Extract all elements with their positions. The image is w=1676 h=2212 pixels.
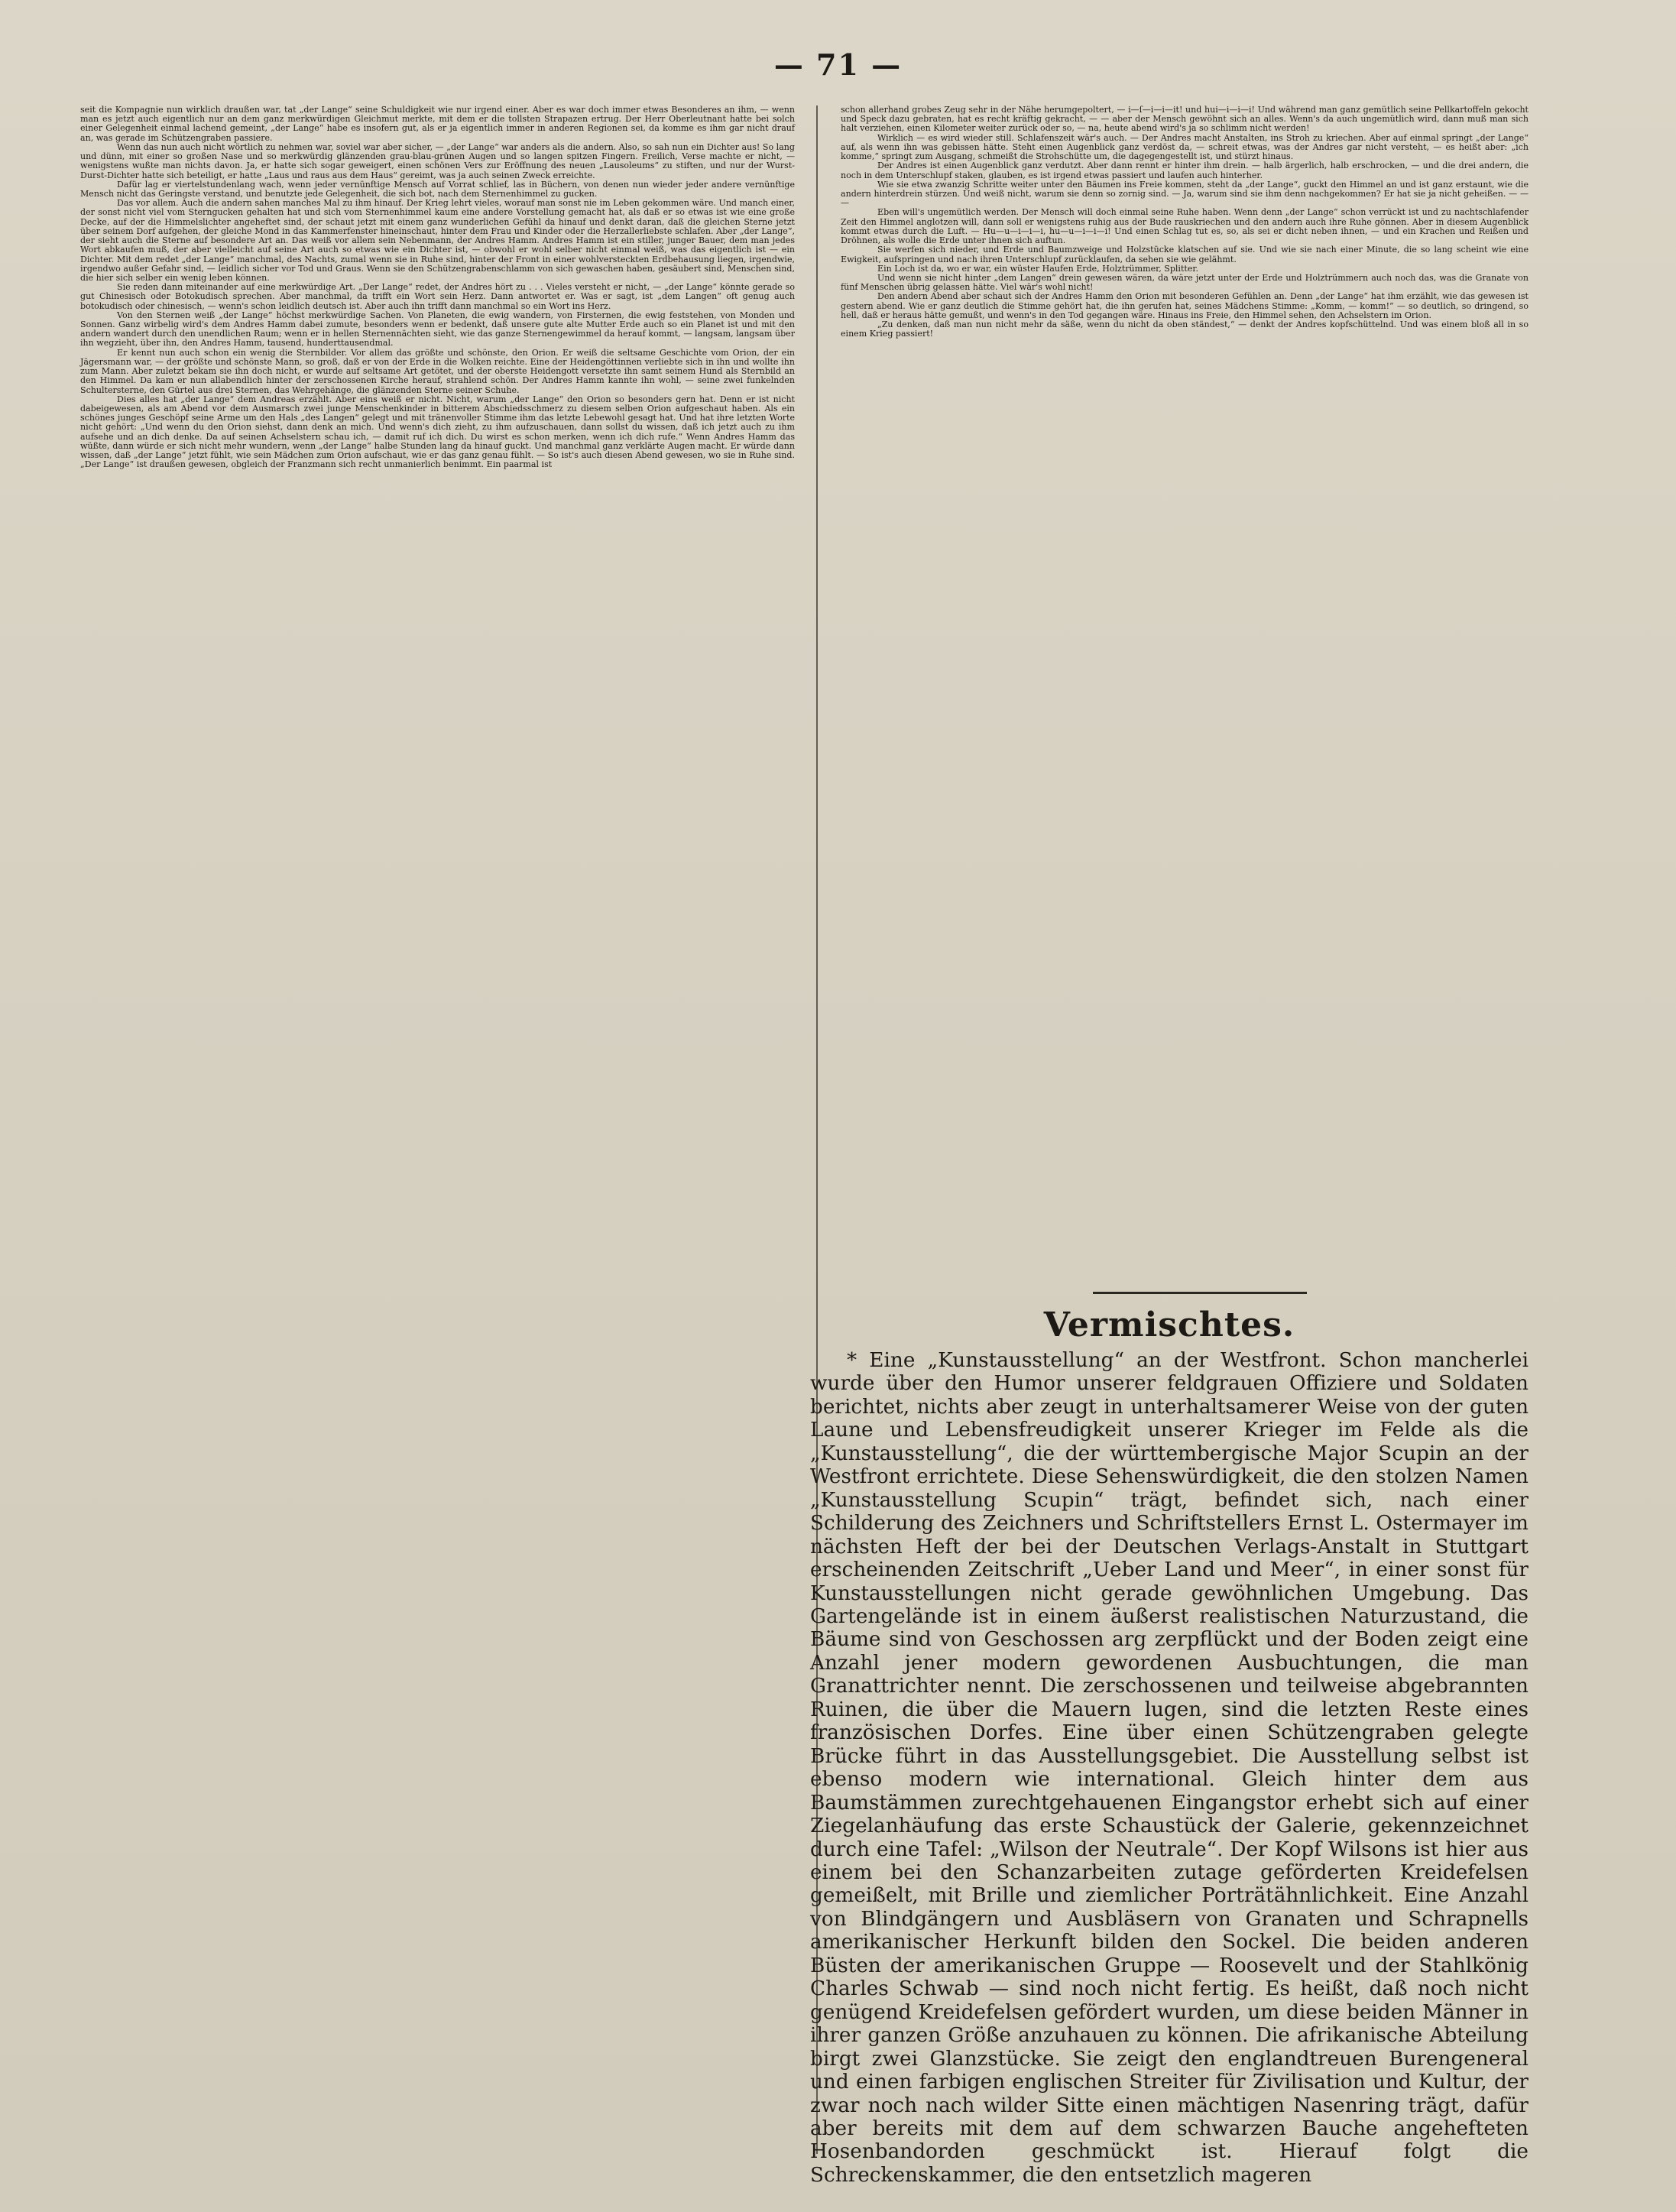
paragraph: Wirklich — es wird wieder still. Schlafenszeit wär's auch. — Der Andres macht Anstalten, ins Stroh zu kriechen. Aber auf einmal springt „der Lange“ auf, als wenn ihn was gebissen hätte. Steht einen Augenblick ganz verdöst da, — schreit etwas, was der Andres gar nicht versteht, — es heißt aber: „ich komme,“ springt zum Ausgang, schmeißt die Strohschütte um, die dagegengestellt ist, und stürzt hinaus. (841, 132, 1528, 162)
paragraph: Den andern Abend aber schaut sich der Andres Hamm den Orion mit besonderen Gefühlen an. Denn „der Lange“ hat ihm erzählt, wie das gewesen ist gestern abend. Wie er ganz deutlich die Stimme gehört hat, die ihn gerufen hat, seines Mädchens Stimme: „Komm, — komm!“ — so deutlich, so dringend, so hell, daß er heraus hätte gemußt, und wenn's in den Tod gegangen wäre. Hinaus ins Freie, den Himmel sehen, den Achselstern im Orion. (841, 291, 1528, 320)
paragraph: Wenn das nun auch nicht wörtlich zu nehmen war, soviel war aber sicher, — „der Lange“ war anders als die andern. Also, so sah nun ein Dichter aus! So lang und dünn, mit einer so großen Nase und so merkwürdig glänzenden grau-blau-grünen Augen und so langen spitzen Fingern. Freilich, Verse machte er nicht, — wenigstens wußte man nichts davon. Ja, er hatte sich sogar geweigert, einen schönen Vers zur Eröffnung des neuen „Lausoleums“ zu stiften, und nur der Wurst-Durst-Dichter hatte sich beteiligt, er hatte „Laus und raus aus dem Haus“ gereimt, was ja auch seinen Zweck erreichte. (80, 141, 795, 180)
paragraph: seit die Kompagnie nun wirklich draußen war, tat „der Lange“ seine Schuldigkeit wie nur irgend einer. Aber es war doch immer etwas Besonderes an ihm, — wenn man es jetzt auch eigentlich nur an dem ganz merkwürdigen Gleichmut merkte, mit dem er die tollsten Strapazen ertrug. Der Herr Oberleutnant hatte bei solch einer Gelegenheit einmal lachend gemeint, „der Lange“ habe es insofern gut, als er ja eigentlich immer in anderen Regionen sei, da komme es ihm gar nicht drauf an, was gerade im Schützengraben passiere. (80, 105, 795, 143)
paragraph: Dies alles hat „der Lange“ dem Andreas erzählt. Aber eins weiß er nicht. Nicht, warum „der Lange“ den Orion so besonders gern hat. Denn er ist nicht dabeigewesen, als am Abend vor dem Ausmarsch zwei junge Menschenkinder in bitterem Abschiedsschmerz zu diesem selben Orion aufgeschaut haben. Als ein schönes junges Geschöpf seine Arme um den Hals „des Langen“ gelegt und mit tränenvoller Stimme ihm das letzte Lebewohl gesagt hat. Und hat ihre letzten Worte nicht gehört: „Und wenn du den Orion siehst, dann denk an mich. Und wenn's dich zieht, zu ihm aufzuschauen, dann sollst du wissen, daß ich jetzt auch zu ihm aufsehe und an dich denke. Da auf seinen Achselstern schau ich, — damit ruf ich dich. Du wirst es schon merken, wenn ich dich rufe.“ Wenn Andres Hamm das wüßte, dann würde er sich nicht mehr wundern, wenn „der Lange“ halbe Stunden lang da hinauf guckt. Und manchmal ganz verklärte Augen macht. Er würde dann wissen, daß „der Lange“ jetzt fühlt, wie sein Mädchen zum Orion aufschaut, wie er das ganz genau fühlt. — So ist's auch diesen Abend gewesen, wo sie in Ruhe sind. „Der Lange“ ist draußen gewesen, obgleich der Franzmann sich recht unmanierlich benimmt. Ein paarmal ist (80, 394, 795, 470)
section-separator (1093, 1292, 1307, 1294)
vermischtes-column (810, 1349, 1528, 2187)
section-heading: Vermischtes. (1043, 1305, 1295, 1344)
paragraph: Das vor allem. Auch die andern sahen manches Mal zu ihm hinauf. Der Krieg lehrt vieles, worauf man sonst nie im Leben gekommen wäre. Und manch einer, der sonst nicht viel vom Sterngucken gehalten hat und sich vom Sternenhimmel kaum eine andere Vorstellung gemacht hat, als daß er so etwas ist wie eine große Decke, auf der die Himmelslichter angeheftet sind, der schaut jetzt mit einem ganz wunderlichen Gefühl da hinauf und denkt daran, daß die gleichen Sterne jetzt über seinem Dorf aufgehen, der gleiche Mond in das Kammerfenster hineinschaut, hinter dem Frau und Kinder oder die Herzallerliebste schlafen. Aber „der Lange“, der sieht auch die Sterne auf besondere Art an. Das weiß vor allem sein Nebenmann, der Andres Hamm. Andres Hamm ist ein stiller, junger Bauer, dem man jedes Wort abkaufen muß, der aber vielleicht auf seine Art auch so etwas wie ein Dichter ist, — obwohl er wohl selber nicht einmal weiß, was das eigentlich ist — ein Dichter. Mit dem redet „der Lange“ manchmal, des Nachts, zumal wenn sie in Ruhe sind, hinter der Front in einer wohlversteckten Erdbehausung liegen, irgendwie, irgendwo außer Gefahr sind, — leidlich sicher vor Tod und Graus. Wenn sie den Schützengrabenschlamm von sich gewaschen haben, gesäubert sind, Menschen sind, die hier sich selber ein wenig leben können. (80, 198, 795, 283)
paragraph: Und wenn sie nicht hinter „dem Langen“ drein gewesen wären, da wäre jetzt unter der Erde und Holztrümmern auch noch das, was die Granate von fünf Menschen übrig gelassen hätte. Viel wär's wohl nicht! (841, 272, 1528, 293)
paragraph: Dafür lag er viertelstundenlang wach, wenn jeder vernünftige Mensch auf Vorrat schlief, las in Büchern, von denen nun wieder jeder andere vernünftige Mensch nicht das Geringste verstand, und benutzte jede Gelegenheit, die sich bot, nach dem Sternenhimmel zu gucken. (80, 179, 795, 199)
paragraph: Sie reden dann miteinander auf eine merkwürdige Art. „Der Lange“ redet, der Andres hört zu . . . Vieles versteht er nicht, — „der Lange“ könnte gerade so gut Chinesisch oder Botokudisch sprechen. Aber manchmal, da trifft ein Wort sein Herz. Dann antwortet er. Was er sagt, ist „dem Langen“ oft genug auch botokudisch oder chinesisch, — wenn's schon leidlich deutsch ist. Aber auch ihn trifft dann manchmal so ein Wort ins Herz. (80, 282, 795, 311)
paragraph: Der Andres ist einen Augenblick ganz verdutzt. Aber dann rennt er hinter ihm drein. — halb ärgerlich, halb erschrocken, — und die drei andern, die noch in dem Unterschlupf staken, glauben, es ist irgend etwas passiert und laufen auch hinterher. (841, 161, 1528, 180)
paragraph: Von den Sternen weiß „der Lange“ höchst merkwürdige Sachen. Von Planeten, die ewig wandern, von Firsternen, die ewig feststehen, von Monden und Sonnen. Ganz wirbelig wird's dem Andres Hamm dabei zumute, besonders wenn er bedenkt, daß unsere gute alte Mutter Erde auch so ein Planet ist und mit den andern wandert durch den unendlichen Raum; wenn er in hellen Sternennächten sieht, wie das ganze Sternengewimmel da herauf kommt, — langsam, langsam über ihn wegzieht, über ihn, den Andres Hamm, tausend, hunderttausendmal. (80, 310, 795, 349)
paragraph: „Zu denken, daß man nun nicht mehr da säße, wenn du nicht da oben ständest,“ — denkt der Andres kopfschüttelnd. Und was einem bloß all in so einem Krieg passiert! (841, 319, 1528, 339)
paragraph: Sie werfen sich nieder, und Erde und Baumzweige und Holzstücke klatschen auf sie. Und wie sie nach einer Minute, die so lang scheint wie eine Ewigkeit, aufspringen und nach ihren Unterschlupf zurücklaufen, da sehen sie wie gelähmt. (841, 245, 1528, 264)
paragraph: Er kennt nun auch schon ein wenig die Sternbilder. Vor allem das größte und schönste, den Orion. Er weiß die seltsame Geschichte vom Orion, der ein Jägersmann war, — der größte und schönste Mann, so groß, daß er von der Erde in die Wolken reichte. Eine der Heidengöttinnen verliebte sich in ihn und wollte ihn zum Mann. Aber zuletzt bekam sie ihn doch nicht, er wurde auf seltsame Art getötet, und der oberste Heidengott versetzte ihn samt seinem Hund als Sternbild an den Himmel. Da kam er nun allabendlich hinter der zerschossenen Kirche herauf, strahlend schön. Der Andres Hamm kannte ihn wohl, — seine zwei funkelnden Schultersterne, den Gürtel aus drei Sternen, das Wehrgehänge, die glänzenden Sterne seiner Schuhe. (80, 347, 795, 395)
left-column (80, 105, 795, 2200)
right-column (841, 105, 1528, 1298)
paragraph: Wie sie etwa zwanzig Schritte weiter unter den Bäumen ins Freie kommen, steht da „der Lange“, guckt den Himmel an und ist ganz erstaunt, wie die andern hinterdrein stürzen. Und weiß nicht, warum sie denn so zornig sind. — Ja, warum sind sie ihm denn nachgekommen? Er hat sie ja nicht geheißen. — — — (841, 179, 1528, 209)
paragraph: Ein Loch ist da, wo er war, ein wüster Haufen Erde, Holztrümmer, Splitter. (877, 263, 1198, 274)
paragraph: Eben will's ungemütlich werden. Der Mensch will doch einmal seine Ruhe haben. Wenn denn „der Lange“ schon verrückt ist und zu nachtschlafender Zeit den Himmel anglotzen will, dann soll er wenigstens ruhig aus der Bude rauskriechen und den andern auch ihre Ruhe gönnen. Aber in diesem Augenblick kommt etwas durch die Luft. — Hu—u—i—i—i, hu—u—i—i—i! Und einen Schlag tut es, so, als sei er dicht neben ihnen, — und ein Krachen und Reißen und Dröhnen, als wolle die Erde unter ihnen sich auftun. (841, 207, 1528, 246)
page-number: — 71 — (773, 47, 903, 82)
paragraph: schon allerhand grobes Zeug sehr in der Nähe herumgepoltert, — i—ſ—i—i—it! und hui—i—i—i! Und während man ganz gemütlich seine Pellkartoffeln gekocht und Speck dazu gebraten, hat es recht kräftig gekracht, — — aber der Mensch gewöhnt sich an alles. Wenn's da auch ungemütlich wird, dann muß man sich halt verziehen, einen Kilometer weiter zurück oder so, — na, heute abend wird's ja so schlimm nicht werden! (841, 105, 1528, 134)
paragraph: * Eine „Kunstausstellung“ an der Westfront. Schon mancherlei wurde über den Humor unserer feldgrauen Offiziere und Soldaten berichtet, nichts aber zeugt in unterhaltsamerer Weise von der guten Laune und Lebensfreudigkeit unserer Krieger im Felde als die „Kunstausstellung“, die der württembergische Major Scupin an der Westfront errichtete. Diese Sehenswürdigkeit, die den stolzen Namen „Kunstausstellung Scupin“ trägt, befindet sich, nach einer Schilderung des Zeichners und Schriftstellers Ernst L. Ostermayer im nächsten Heft der bei der Deutschen Verlags-Anstalt in Stuttgart erscheinenden Zeitschrift „Ueber Land und Meer“, in einer sonst für Kunstausstellungen nicht gerade gewöhnlichen Umgebung. Das Gartengelände ist in einem äußerst realistischen Naturzustand, die Bäume sind von Geschossen arg zerpflückt und der Boden zeigt eine Anzahl jener modern gewordenen Ausbuchtungen, die man Granattrichter nennt. Die zerschossenen und teilweise abgebrannten Ruinen, die über die Mauern lugen, sind die letzten Reste eines französischen Dorfes. Eine über einen Schützengraben gelegte Brücke führt in das Ausstellungsgebiet. Die Ausstellung selbst ist ebenso modern wie international. Gleich hinter dem aus Baumstämmen zurechtgehauenen Eingangstor erhebt sich auf einer Ziegelanhäufung das erste Schaustück der Galerie, gekennzeichnet durch eine Tafel: „Wilson der Neutrale“. Der Kopf Wilsons ist hier aus einem bei den Schanzarbeiten zutage geförderten Kreidefelsen gemeißelt, mit Brille und ziemlicher Porträtähnlichkeit. Eine Anzahl von Blindgängern und Ausbläsern von Granaten und Schrapnells amerikanischer Herkunft bilden den Sockel. Die beiden anderen Büsten der amerikanischen Gruppe — Roosevelt und der Stahlkönig Charles Schwab — sind noch nicht fertig. Es heißt, daß noch nicht genügend Kreidefelsen gefördert wurden, um diese beiden Männer in ihrer ganzen Größe anzuhauen zu können. Die afrikanische Abteilung birgt zwei Glanzstücke. Sie zeigt den englandtreuen Burengeneral und einen farbigen englischen Streiter für Zivilisation und Kultur, der zwar noch nach wilder Sitte einen mächtigen Nasenring trägt, dafür aber bereits mit dem auf dem schwarzen Bauche angehefteten Hosenbandorden geschmückt ist. Hierauf folgt die Schreckenskammer, die den entsetzlich mageren (810, 1349, 1528, 2187)
